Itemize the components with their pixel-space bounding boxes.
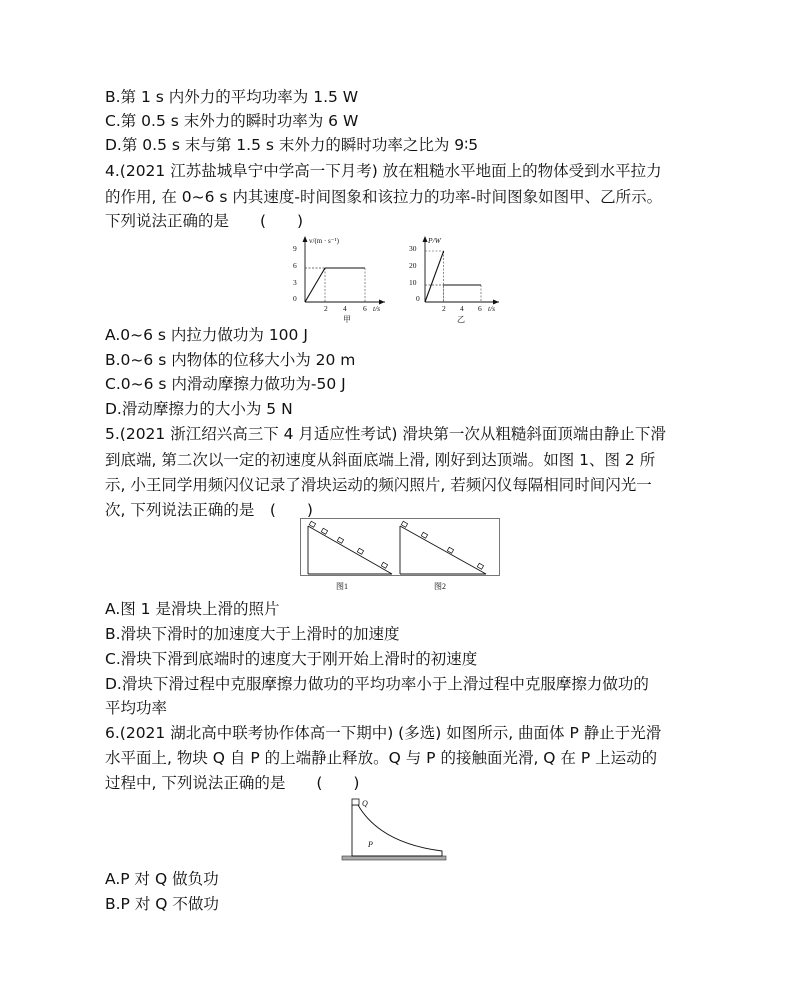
option-c-prev: C.第 0.5 s 末外力的瞬时功率为 6 W: [105, 112, 359, 130]
q6-stem-line-2: 水平面上, 物块 Q 自 P 的上端静止释放。Q 与 P 的接触面光滑, Q 在 P 上运动的: [105, 749, 658, 767]
chart-p-xlabel: t/s: [488, 304, 496, 313]
fig2-block-1: [401, 521, 407, 527]
chart-v-tick-6: 6: [293, 261, 297, 270]
chart-p-tick-0: 0: [416, 294, 420, 303]
incline-fig1: [308, 521, 392, 574]
fig1-caption: 图1: [336, 582, 348, 591]
fig2-block-2: [421, 532, 427, 538]
label-q: Q: [362, 799, 368, 808]
fig1-block-4: [357, 548, 363, 554]
ground-surface: [342, 856, 446, 860]
q6-stem-line-3: 过程中, 下列说法正确的是 ( ): [105, 774, 360, 792]
chart-p-tick-x4: 4: [460, 304, 464, 313]
chart-p-tick-x6: 6: [478, 304, 482, 313]
fig1-block-1: [309, 521, 315, 527]
q4-option-d: D.滑动摩擦力的大小为 5 N: [105, 400, 293, 418]
incline-fig2: [400, 521, 486, 574]
chart-p-tick-10: 10: [409, 278, 417, 287]
q5-stem-line-4: 次, 下列说法正确的是 ( ): [105, 501, 313, 519]
q4-option-b: B.0~6 s 内物体的位移大小为 20 m: [105, 351, 356, 369]
chart-p-t: [409, 236, 499, 324]
q5-option-b: B.滑块下滑时的加速度大于上滑时的加速度: [105, 625, 400, 643]
chart-v-tick-9: 9: [293, 244, 297, 253]
option-b-prev: B.第 1 s 内外力的平均功率为 1.5 W: [105, 88, 359, 106]
chart-p-tick-30: 30: [409, 244, 417, 253]
chart-p-segment-1: [425, 251, 444, 302]
fig1-block-5: [381, 562, 387, 568]
chart-v-tick-x2: 2: [324, 304, 328, 313]
q5-option-a: A.图 1 是滑块上滑的照片: [105, 600, 280, 618]
q5-stem-line-3: 示, 小王同学用频闪仪记录了滑块运动的频闪照片, 若频闪仪每隔相同时间闪光一: [105, 476, 652, 494]
fig2-block-3: [447, 547, 453, 553]
q4-option-c: C.0~6 s 内滑动摩擦力做功为-50 J: [105, 375, 346, 393]
chart-v-segment-1: [305, 268, 325, 302]
q5-option-c: C.滑块下滑到底端时的速度大于刚开始上滑时的初速度: [105, 650, 478, 668]
q4-stem-line-2: 的作用, 在 0~6 s 内其速度-时间图象和该拉力的功率-时间图象如图甲、乙所示。: [105, 188, 663, 206]
fig2-block-4: [477, 563, 483, 569]
fig1-block-3: [337, 537, 343, 543]
chart-v-y-arrow: [303, 236, 308, 242]
fig1-block-2: [321, 528, 327, 534]
chart-v-tick-0: 0: [293, 294, 297, 303]
q5-figure: [300, 518, 500, 594]
q5-option-d: D.滑块下滑过程中克服摩擦力做功的平均功率小于上滑过程中克服摩擦力做功的: [105, 675, 649, 693]
fig2-caption: 图2: [434, 582, 446, 591]
chart-p-caption: 乙: [457, 315, 465, 324]
incline1-slope: [308, 526, 392, 574]
label-p: P: [368, 840, 373, 849]
chart-p-tick-20: 20: [409, 261, 417, 270]
curved-body-p: [352, 805, 442, 856]
q5-option-d-cont: 平均功率: [105, 699, 168, 717]
q4-stem-line-1: 4.(2021 江苏盐城阜宁中学高一下月考) 放在粗糙水平地面上的物体受到水平拉力: [105, 162, 662, 180]
q4-charts: [285, 230, 515, 325]
chart-v-t: [293, 236, 385, 324]
q6-option-a: A.P 对 Q 做负功: [105, 870, 219, 888]
q5-stem-line-1: 5.(2021 浙江绍兴高三下 4 月适应性考试) 滑块第一次从粗糙斜面顶端由静止下滑: [105, 425, 666, 443]
option-d-prev: D.第 0.5 s 末与第 1.5 s 末外力的瞬时功率之比为 9∶5: [105, 136, 479, 154]
chart-v-ylabel: v/(m · s⁻¹): [309, 237, 339, 245]
q6-figure: [340, 793, 450, 863]
q4-option-a: A.0~6 s 内拉力做功为 100 J: [105, 326, 308, 344]
incline2-slope: [400, 526, 486, 574]
q6-option-b: B.P 对 Q 不做功: [105, 895, 219, 913]
q4-stem-line-3: 下列说法正确的是 ( ): [105, 212, 304, 230]
block-q: [352, 799, 359, 805]
chart-v-tick-3: 3: [293, 278, 297, 287]
chart-p-y-arrow: [423, 236, 428, 242]
chart-v-xlabel: t/s: [373, 304, 381, 313]
chart-p-ylabel: P/W: [428, 236, 441, 245]
q6-stem-line-1: 6.(2021 湖北高中联考协作体高一下期中) (多选) 如图所示, 曲面体 P 静止于光滑: [105, 724, 662, 742]
chart-v-caption: 甲: [343, 315, 351, 324]
chart-p-tick-x2: 2: [442, 304, 446, 313]
q5-stem-line-2: 到底端, 第二次以一定的初速度从斜面底端上滑, 刚好到达顶端。如图 1、图 2 所: [105, 451, 656, 469]
chart-v-tick-x4: 4: [343, 304, 347, 313]
chart-v-tick-x6: 6: [363, 304, 367, 313]
